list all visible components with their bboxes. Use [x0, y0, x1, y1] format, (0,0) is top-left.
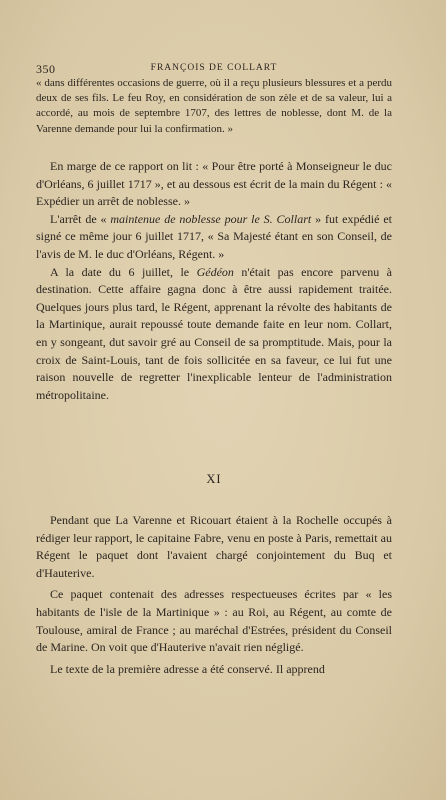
quote-paragraph: « dans différentes occasions de guerre, où il a reçu plusieurs blessures et a perdu deux de ses fils. Le feu Roy, en considération de son zèle et de sa valeur, lui a accordé, au mois de septembre 1707, des lettres de noblesse, dont M. de la Varenne demande pour lui la confirmation. » [36, 77, 392, 135]
paragraph-gedeon-start: A la date du 6 juillet, le [50, 264, 197, 279]
paragraph-gedeon-end: n'était pas encore parvenu à destination. Cette affaire gagna donc à être aussi rapidement traitée. Quelques jours plus tard, le Régent, apprenant la révolte des habitants de la Martinique, aurait repoussé toute demande faite en leur nom. Collart, en y songeant, dut savoir gré au Conseil de sa promptitude. Mais, pour la croix de Saint-Louis, tant de fois sollicitée en sa faveur, ce lui fut une raison nouvelle de regretter l'inexplicable lenteur de l'administration métropolitaine. [36, 264, 392, 402]
paragraph-gedeon [36, 264, 392, 405]
section-body-text [36, 512, 392, 682]
paragraph-adresse: Le texte de la première adresse a été conservé. Il apprend [50, 661, 325, 676]
paragraph-margin-note: En marge de ce rapport on lit : « Pour être porté à Monseigneur le duc d'Orléans, 6 juillet 1717 », et au dessous est écrit de la main du Régent : « Expédier un arrêt de noblesse. » [36, 159, 392, 209]
quoted-report [36, 76, 392, 137]
paragraph-paquet: Ce paquet contenait des adresses respectueuses écrites par « les habitants de l'isle de la Martinique » : au Roi, au Régent, au comte de Toulouse, amiral de France ; au maréchal d'Estrées, président du Conseil de Marine. On voit que d'Hauterive n'avait rien négligé. [36, 587, 392, 655]
paragraph-arret-italic: maintenue de noblesse pour le S. Collart [110, 211, 312, 226]
page-number: 350 [36, 62, 56, 76]
paragraph-arret-start: L'arrêt de « [50, 211, 111, 226]
section-heading: XI [206, 472, 222, 486]
paragraph-arret [36, 211, 392, 264]
body-text [36, 158, 392, 404]
paragraph-varenne: Pendant que La Varenne et Ricouart étaient à la Rochelle occupés à rédiger leur rapport, le capitaine Fabre, venu en poste à Paris, remettait au Régent le paquet dont l'avaient chargé conjointement du Buq et d'Hauterive. [36, 513, 392, 580]
page-header [36, 62, 392, 76]
running-title: FRANÇOIS DE COLLART [150, 63, 278, 73]
paragraph-gedeon-italic: Gédéon [196, 264, 234, 279]
paragraph-arret-end: » fut expédié et signé ce même jour 6 juillet 1717, « Sa Majesté étant en son Conseil, de l'avis de M. le duc d'Orléans, Régent. » [36, 211, 392, 261]
